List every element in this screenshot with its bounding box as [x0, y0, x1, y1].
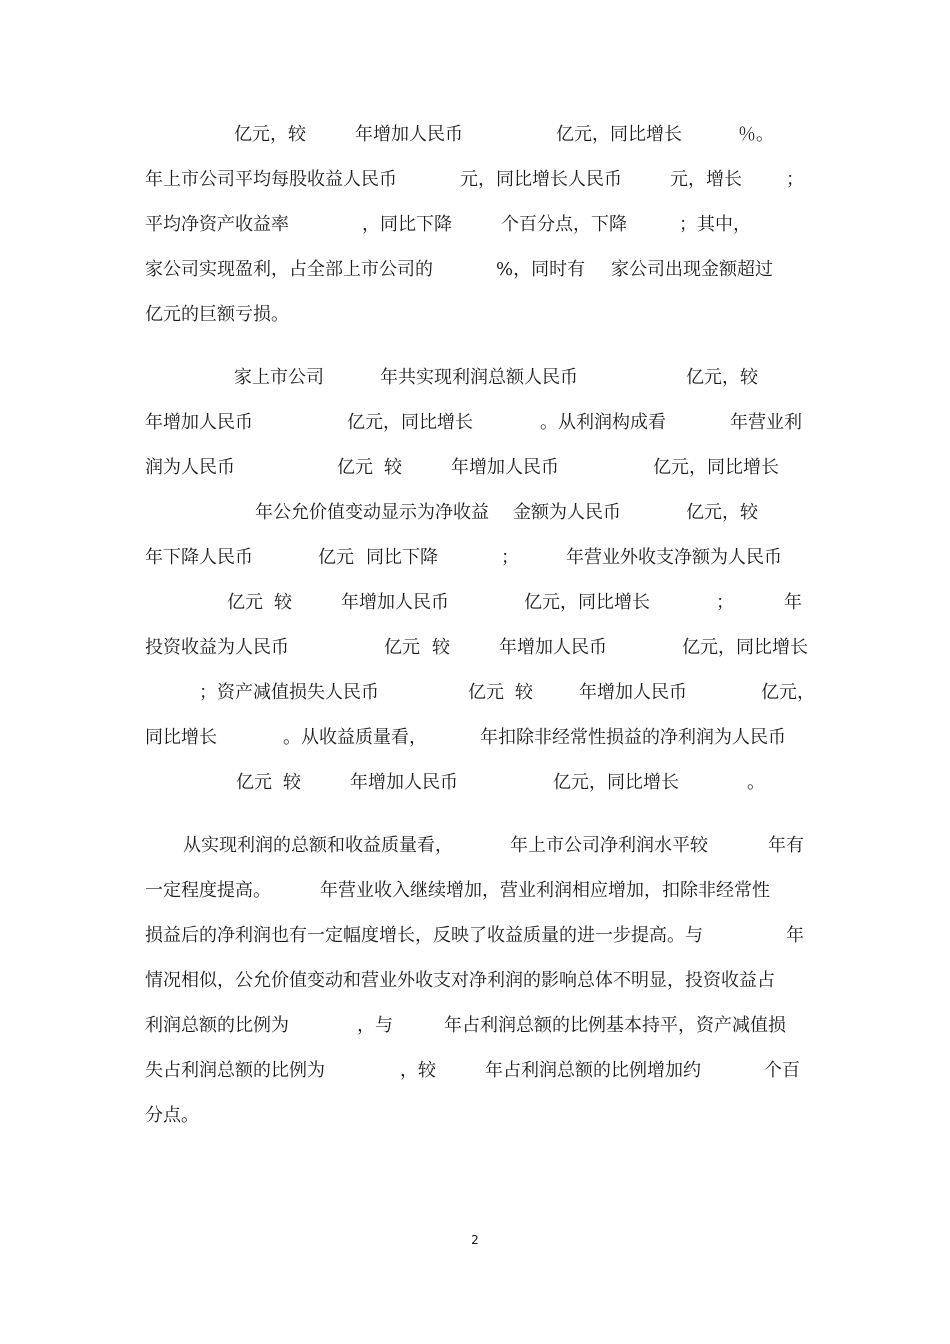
text-segment: 情况相似，公允价值变动和营业外收支对净利润的影响总体不明显，投资收益占: [145, 970, 775, 991]
text-segment: 润为人民币: [145, 457, 235, 478]
text-segment: 年上市公司平均每股收益人民币: [145, 169, 397, 190]
text-segment: 年增加人民币: [145, 412, 253, 433]
text-segment: 同比增长: [145, 727, 217, 748]
text-segment: 年增加人民币: [341, 592, 449, 613]
text-segment: 亿元: [318, 547, 354, 568]
text-segment: 个百: [764, 1060, 800, 1081]
page-number: 2: [471, 1233, 479, 1247]
text-segment: 年占利润总额的比例基本持平，资产减值损: [444, 1015, 786, 1036]
text-segment: 家公司实现盈利，占全部上市公司的: [145, 259, 433, 280]
text-line: [0, 453, 950, 483]
text-line: [0, 300, 950, 330]
text-segment: 亿元，同比增长: [347, 412, 473, 433]
text-segment: 亿元: [384, 637, 420, 658]
text-segment: 损益后的净利润也有一定幅度增长，反映了收益质量的进一步提高。与: [145, 925, 703, 946]
text-segment: 年增加人民币: [579, 682, 687, 703]
text-line: [0, 876, 950, 906]
text-segment: 亿元，较: [234, 124, 306, 145]
text-segment: ，与: [357, 1015, 393, 1036]
text-segment: 。: [747, 772, 765, 793]
text-segment: 年扣除非经常性损益的净利润为人民币: [480, 727, 786, 748]
text-segment: ，较: [400, 1060, 436, 1081]
text-segment: 亿元，: [761, 682, 815, 703]
text-line: [0, 543, 950, 573]
text-segment: 年营业收入继续增加，营业利润相应增加，扣除非经常性: [320, 880, 770, 901]
text-segment: 较: [432, 637, 450, 658]
text-segment: ，同比下降: [362, 214, 452, 235]
text-segment: 亿元: [227, 592, 263, 613]
text-segment: 年: [786, 925, 804, 946]
text-segment: 年增加人民币: [355, 124, 463, 145]
text-segment: 亿元，同比增长: [553, 772, 679, 793]
text-segment: 年增加人民币: [499, 637, 607, 658]
text-line: [0, 1011, 950, 1041]
text-segment: 失占利润总额的比例为: [145, 1060, 325, 1081]
text-line: [0, 363, 950, 393]
text-segment: 年占利润总额的比例增加约: [485, 1060, 701, 1081]
text-line: [0, 165, 950, 195]
text-segment: 年增加人民币: [350, 772, 458, 793]
text-line: [0, 633, 950, 663]
text-segment: 亿元: [337, 457, 373, 478]
text-segment: ；: [786, 169, 804, 190]
text-segment: 一定程度提高。: [145, 880, 271, 901]
text-line: [0, 1056, 950, 1086]
text-segment: 年: [784, 592, 802, 613]
text-line: [0, 210, 950, 240]
text-segment: 。从收益质量看，: [283, 727, 427, 748]
text-segment: %，同时有: [496, 259, 586, 280]
text-segment: 亿元，同比增长: [524, 592, 650, 613]
text-segment: 亿元: [236, 772, 272, 793]
text-line: [0, 966, 950, 996]
text-segment: 家公司出现金额超过: [611, 259, 773, 280]
text-segment: 亿元，同比增长: [682, 637, 808, 658]
text-line: [0, 255, 950, 285]
text-segment: 年下降人民币: [145, 547, 253, 568]
text-segment: ；: [501, 547, 519, 568]
text-segment: 年共实现利润总额人民币: [380, 367, 578, 388]
text-segment: 平均净资产收益率: [145, 214, 289, 235]
text-line: [0, 678, 950, 708]
text-line: [0, 120, 950, 150]
text-segment: 亿元，较: [686, 502, 758, 523]
text-segment: 个百分点，下降: [501, 214, 627, 235]
text-segment: 家上市公司: [234, 367, 324, 388]
text-segment: 从实现利润的总额和收益质量看，: [183, 835, 453, 856]
text-segment: 亿元: [468, 682, 504, 703]
text-segment: 年公允价值变动显示为净收益: [255, 502, 489, 523]
text-line: [0, 768, 950, 798]
text-segment: 元，增长: [670, 169, 742, 190]
text-segment: 亿元，同比增长: [653, 457, 779, 478]
text-segment: 利润总额的比例为: [145, 1015, 289, 1036]
text-line: [0, 588, 950, 618]
text-line: [0, 498, 950, 528]
text-segment: 年有: [768, 835, 804, 856]
text-segment: 分点。: [145, 1105, 199, 1126]
text-segment: 同比下降: [366, 547, 438, 568]
text-line: [0, 723, 950, 753]
text-segment: 年上市公司净利润水平较: [510, 835, 708, 856]
text-segment: 较: [384, 457, 402, 478]
text-segment: 亿元的巨额亏损。: [145, 304, 289, 325]
text-segment: 年营业外收支净额为人民币: [566, 547, 782, 568]
text-line: [0, 831, 950, 861]
text-segment: 元，同比增长人民币: [460, 169, 622, 190]
text-segment: ；其中，: [679, 214, 751, 235]
text-line: [0, 408, 950, 438]
text-segment: 年营业利: [730, 412, 802, 433]
text-segment: ；资产减值损失人民币: [199, 682, 379, 703]
text-segment: 较: [283, 772, 301, 793]
text-line: [0, 921, 950, 951]
text-segment: 金额为人民币: [513, 502, 621, 523]
text-segment: 投资收益为人民币: [145, 637, 289, 658]
text-segment: 较: [515, 682, 533, 703]
text-segment: 较: [274, 592, 292, 613]
text-segment: 亿元，较: [686, 367, 758, 388]
text-segment: 年增加人民币: [451, 457, 559, 478]
text-segment: ％。: [738, 124, 774, 145]
text-segment: ；: [716, 592, 734, 613]
text-segment: 亿元，同比增长: [556, 124, 682, 145]
text-segment: 。从利润构成看: [540, 412, 666, 433]
text-line: [0, 1101, 950, 1131]
